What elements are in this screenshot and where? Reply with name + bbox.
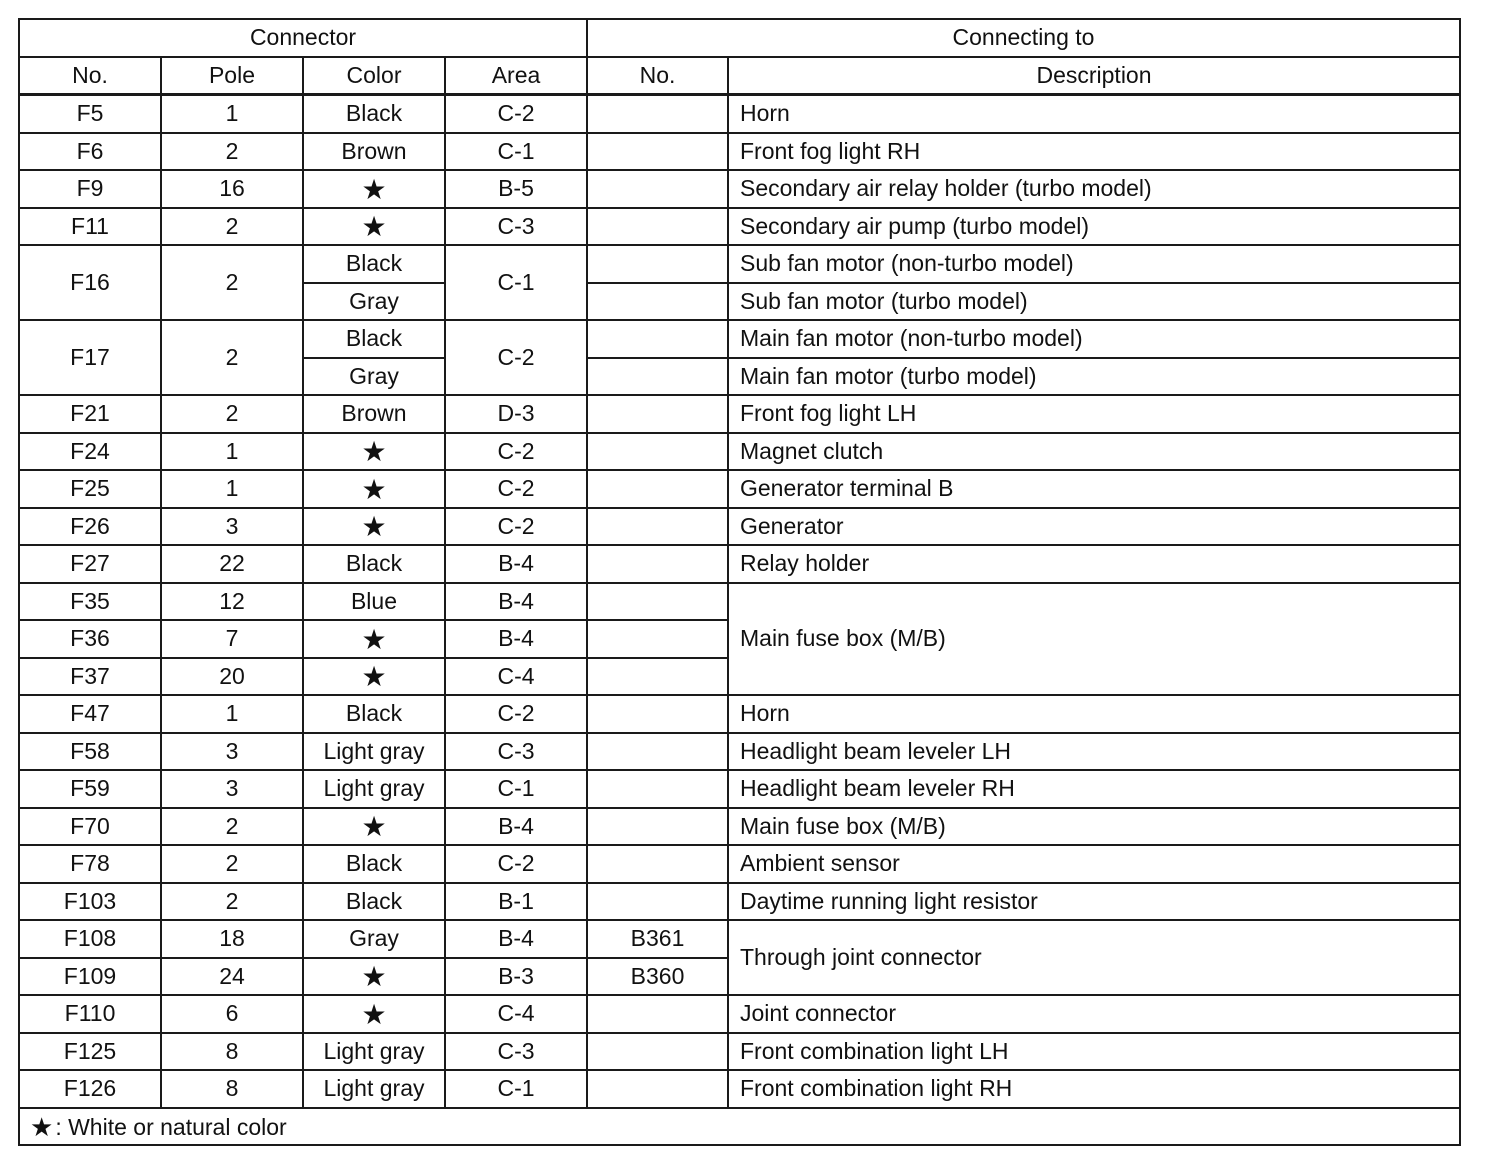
- color-cell: Black: [303, 320, 445, 358]
- pole-cell: 3: [161, 733, 303, 771]
- pole-cell: 2: [161, 133, 303, 171]
- footnote-row: [19, 1108, 1460, 1146]
- star-icon: ★: [361, 623, 387, 655]
- pole-cell: 2: [161, 208, 303, 246]
- color-cell: [303, 658, 445, 696]
- connector-no-cell: F17: [19, 320, 161, 395]
- description-cell: Joint connector: [728, 995, 1460, 1033]
- color-cell: [303, 995, 445, 1033]
- area-cell: D-3: [445, 395, 587, 433]
- pole-cell: 2: [161, 395, 303, 433]
- connector-no-cell: F37: [19, 658, 161, 696]
- area-cell: C-2: [445, 470, 587, 508]
- connector-no-cell: F103: [19, 883, 161, 921]
- connecting-no-cell: B361: [587, 920, 728, 958]
- connector-no-cell: F70: [19, 808, 161, 846]
- connecting-no-cell: [587, 1033, 728, 1071]
- table-row: [19, 545, 1460, 583]
- connector-no-cell: F125: [19, 1033, 161, 1071]
- table-row: [19, 95, 1460, 133]
- header-color: Color: [303, 57, 445, 95]
- description-cell: Generator: [728, 508, 1460, 546]
- connecting-no-cell: [587, 883, 728, 921]
- header-description: Description: [728, 57, 1460, 95]
- pole-cell: 16: [161, 170, 303, 208]
- star-icon: ★: [361, 998, 387, 1030]
- star-icon: ★: [30, 1112, 54, 1143]
- pole-cell: 2: [161, 883, 303, 921]
- table-row: [19, 133, 1460, 171]
- description-cell: Main fan motor (turbo model): [728, 358, 1460, 396]
- pole-cell: 7: [161, 620, 303, 658]
- table-row: [19, 395, 1460, 433]
- description-cell: Horn: [728, 95, 1460, 133]
- header-no: No.: [19, 57, 161, 95]
- color-cell: [303, 958, 445, 996]
- color-cell: Black: [303, 245, 445, 283]
- connector-no-cell: F36: [19, 620, 161, 658]
- pole-cell: 1: [161, 95, 303, 133]
- table-row: [19, 1033, 1460, 1071]
- description-cell: Secondary air pump (turbo model): [728, 208, 1460, 246]
- table-row: [19, 808, 1460, 846]
- connector-no-cell: F9: [19, 170, 161, 208]
- description-cell: Daytime running light resistor: [728, 883, 1460, 921]
- pole-cell: 12: [161, 583, 303, 621]
- color-cell: Light gray: [303, 1070, 445, 1108]
- connecting-no-cell: B360: [587, 958, 728, 996]
- connecting-no-cell: [587, 170, 728, 208]
- color-cell: [303, 170, 445, 208]
- color-cell: Gray: [303, 920, 445, 958]
- connector-no-cell: F78: [19, 845, 161, 883]
- area-cell: B-4: [445, 545, 587, 583]
- pole-cell: 22: [161, 545, 303, 583]
- connecting-no-cell: [587, 133, 728, 171]
- star-icon: ★: [361, 473, 387, 505]
- area-cell: B-4: [445, 620, 587, 658]
- table-row: [19, 770, 1460, 808]
- area-cell: C-2: [445, 95, 587, 133]
- connector-table-body: [19, 19, 1460, 1145]
- connecting-no-cell: [587, 283, 728, 321]
- color-cell: Blue: [303, 583, 445, 621]
- connector-no-cell: F126: [19, 1070, 161, 1108]
- connecting-no-cell: [587, 320, 728, 358]
- group-header-row: [19, 19, 1460, 57]
- color-cell: Black: [303, 95, 445, 133]
- pole-cell: 2: [161, 320, 303, 395]
- connecting-no-cell: [587, 733, 728, 771]
- description-cell: Through joint connector: [728, 920, 1460, 995]
- connector-no-cell: F11: [19, 208, 161, 246]
- table-row: [19, 883, 1460, 921]
- connecting-no-cell: [587, 208, 728, 246]
- connecting-no-cell: [587, 658, 728, 696]
- description-cell: Magnet clutch: [728, 433, 1460, 471]
- connecting-no-cell: [587, 433, 728, 471]
- table-row: [19, 508, 1460, 546]
- description-cell: Main fan motor (non-turbo model): [728, 320, 1460, 358]
- connector-no-cell: F47: [19, 695, 161, 733]
- description-cell: Headlight beam leveler RH: [728, 770, 1460, 808]
- pole-cell: 24: [161, 958, 303, 996]
- color-cell: Black: [303, 883, 445, 921]
- pole-cell: 1: [161, 695, 303, 733]
- connecting-no-cell: [587, 770, 728, 808]
- connector-no-cell: F21: [19, 395, 161, 433]
- description-cell: Front fog light RH: [728, 133, 1460, 171]
- pole-cell: 18: [161, 920, 303, 958]
- connecting-no-cell: [587, 95, 728, 133]
- area-cell: C-1: [445, 1070, 587, 1108]
- connecting-no-cell: [587, 845, 728, 883]
- connector-no-cell: F59: [19, 770, 161, 808]
- connector-no-cell: F25: [19, 470, 161, 508]
- star-icon: ★: [361, 511, 387, 543]
- description-cell: Main fuse box (M/B): [728, 808, 1460, 846]
- connector-no-cell: F109: [19, 958, 161, 996]
- color-cell: Black: [303, 695, 445, 733]
- connector-no-cell: F108: [19, 920, 161, 958]
- connecting-no-cell: [587, 395, 728, 433]
- connector-no-cell: F35: [19, 583, 161, 621]
- table-row: [19, 320, 1460, 358]
- color-cell: Brown: [303, 395, 445, 433]
- area-cell: C-4: [445, 995, 587, 1033]
- description-cell: Headlight beam leveler LH: [728, 733, 1460, 771]
- area-cell: C-2: [445, 320, 587, 395]
- pole-cell: 6: [161, 995, 303, 1033]
- area-cell: B-5: [445, 170, 587, 208]
- footnote: [19, 1108, 1460, 1146]
- connecting-no-cell: [587, 583, 728, 621]
- color-cell: [303, 508, 445, 546]
- pole-cell: 1: [161, 433, 303, 471]
- area-cell: B-4: [445, 920, 587, 958]
- connector-no-cell: F16: [19, 245, 161, 320]
- pole-cell: 3: [161, 770, 303, 808]
- color-cell: [303, 208, 445, 246]
- description-cell: Front fog light LH: [728, 395, 1460, 433]
- description-cell: Generator terminal B: [728, 470, 1460, 508]
- color-cell: Light gray: [303, 1033, 445, 1071]
- pole-cell: 8: [161, 1070, 303, 1108]
- connector-no-cell: F6: [19, 133, 161, 171]
- table-row: [19, 170, 1460, 208]
- color-cell: Black: [303, 545, 445, 583]
- description-cell: Horn: [728, 695, 1460, 733]
- connector-no-cell: F27: [19, 545, 161, 583]
- area-cell: C-2: [445, 508, 587, 546]
- color-cell: Light gray: [303, 770, 445, 808]
- column-header-row: [19, 57, 1460, 95]
- connecting-no-cell: [587, 808, 728, 846]
- description-cell: Ambient sensor: [728, 845, 1460, 883]
- table-row: [19, 920, 1460, 958]
- area-cell: B-3: [445, 958, 587, 996]
- area-cell: C-2: [445, 695, 587, 733]
- table-row: [19, 733, 1460, 771]
- table-row: [19, 208, 1460, 246]
- header-connecting-to: Connecting to: [587, 19, 1460, 57]
- table-row: [19, 845, 1460, 883]
- pole-cell: 3: [161, 508, 303, 546]
- pole-cell: 1: [161, 470, 303, 508]
- color-cell: Gray: [303, 358, 445, 396]
- connector-no-cell: F110: [19, 995, 161, 1033]
- description-cell: Front combination light RH: [728, 1070, 1460, 1108]
- table-row: [19, 470, 1460, 508]
- area-cell: C-3: [445, 1033, 587, 1071]
- connecting-no-cell: [587, 508, 728, 546]
- connecting-no-cell: [587, 545, 728, 583]
- header-area: Area: [445, 57, 587, 95]
- star-icon: ★: [361, 211, 387, 243]
- connecting-no-cell: [587, 695, 728, 733]
- area-cell: C-3: [445, 208, 587, 246]
- pole-cell: 2: [161, 845, 303, 883]
- color-cell: [303, 470, 445, 508]
- header-pole: Pole: [161, 57, 303, 95]
- area-cell: C-1: [445, 133, 587, 171]
- description-cell: Sub fan motor (non-turbo model): [728, 245, 1460, 283]
- area-cell: C-2: [445, 433, 587, 471]
- area-cell: C-4: [445, 658, 587, 696]
- connecting-no-cell: [587, 620, 728, 658]
- color-cell: [303, 620, 445, 658]
- connector-no-cell: F5: [19, 95, 161, 133]
- connector-no-cell: F24: [19, 433, 161, 471]
- header-connector: Connector: [19, 19, 587, 57]
- connector-table: [18, 18, 1461, 1146]
- table-row: [19, 583, 1460, 621]
- area-cell: C-2: [445, 845, 587, 883]
- connecting-no-cell: [587, 358, 728, 396]
- star-icon: ★: [361, 961, 387, 993]
- color-cell: Light gray: [303, 733, 445, 771]
- table-row: [19, 995, 1460, 1033]
- color-cell: Black: [303, 845, 445, 883]
- area-cell: B-4: [445, 808, 587, 846]
- color-cell: [303, 433, 445, 471]
- connector-no-cell: F58: [19, 733, 161, 771]
- table-row: [19, 433, 1460, 471]
- connector-no-cell: F26: [19, 508, 161, 546]
- connecting-no-cell: [587, 1070, 728, 1108]
- star-icon: ★: [361, 811, 387, 843]
- area-cell: C-1: [445, 770, 587, 808]
- area-cell: B-1: [445, 883, 587, 921]
- star-icon: ★: [361, 173, 387, 205]
- area-cell: C-3: [445, 733, 587, 771]
- description-cell: Secondary air relay holder (turbo model): [728, 170, 1460, 208]
- pole-cell: 8: [161, 1033, 303, 1071]
- color-cell: [303, 808, 445, 846]
- table-row: [19, 245, 1460, 283]
- description-cell: Main fuse box (M/B): [728, 583, 1460, 696]
- pole-cell: 2: [161, 245, 303, 320]
- star-icon: ★: [361, 436, 387, 468]
- area-cell: C-1: [445, 245, 587, 320]
- connecting-no-cell: [587, 470, 728, 508]
- star-icon: ★: [361, 661, 387, 693]
- footnote-text: : White or natural color: [55, 1114, 287, 1141]
- description-cell: Front combination light LH: [728, 1033, 1460, 1071]
- header-conn-no: No.: [587, 57, 728, 95]
- area-cell: B-4: [445, 583, 587, 621]
- table-row: [19, 1070, 1460, 1108]
- description-cell: Relay holder: [728, 545, 1460, 583]
- color-cell: Brown: [303, 133, 445, 171]
- pole-cell: 20: [161, 658, 303, 696]
- connecting-no-cell: [587, 995, 728, 1033]
- color-cell: Gray: [303, 283, 445, 321]
- pole-cell: 2: [161, 808, 303, 846]
- table-row: [19, 695, 1460, 733]
- description-cell: Sub fan motor (turbo model): [728, 283, 1460, 321]
- connecting-no-cell: [587, 245, 728, 283]
